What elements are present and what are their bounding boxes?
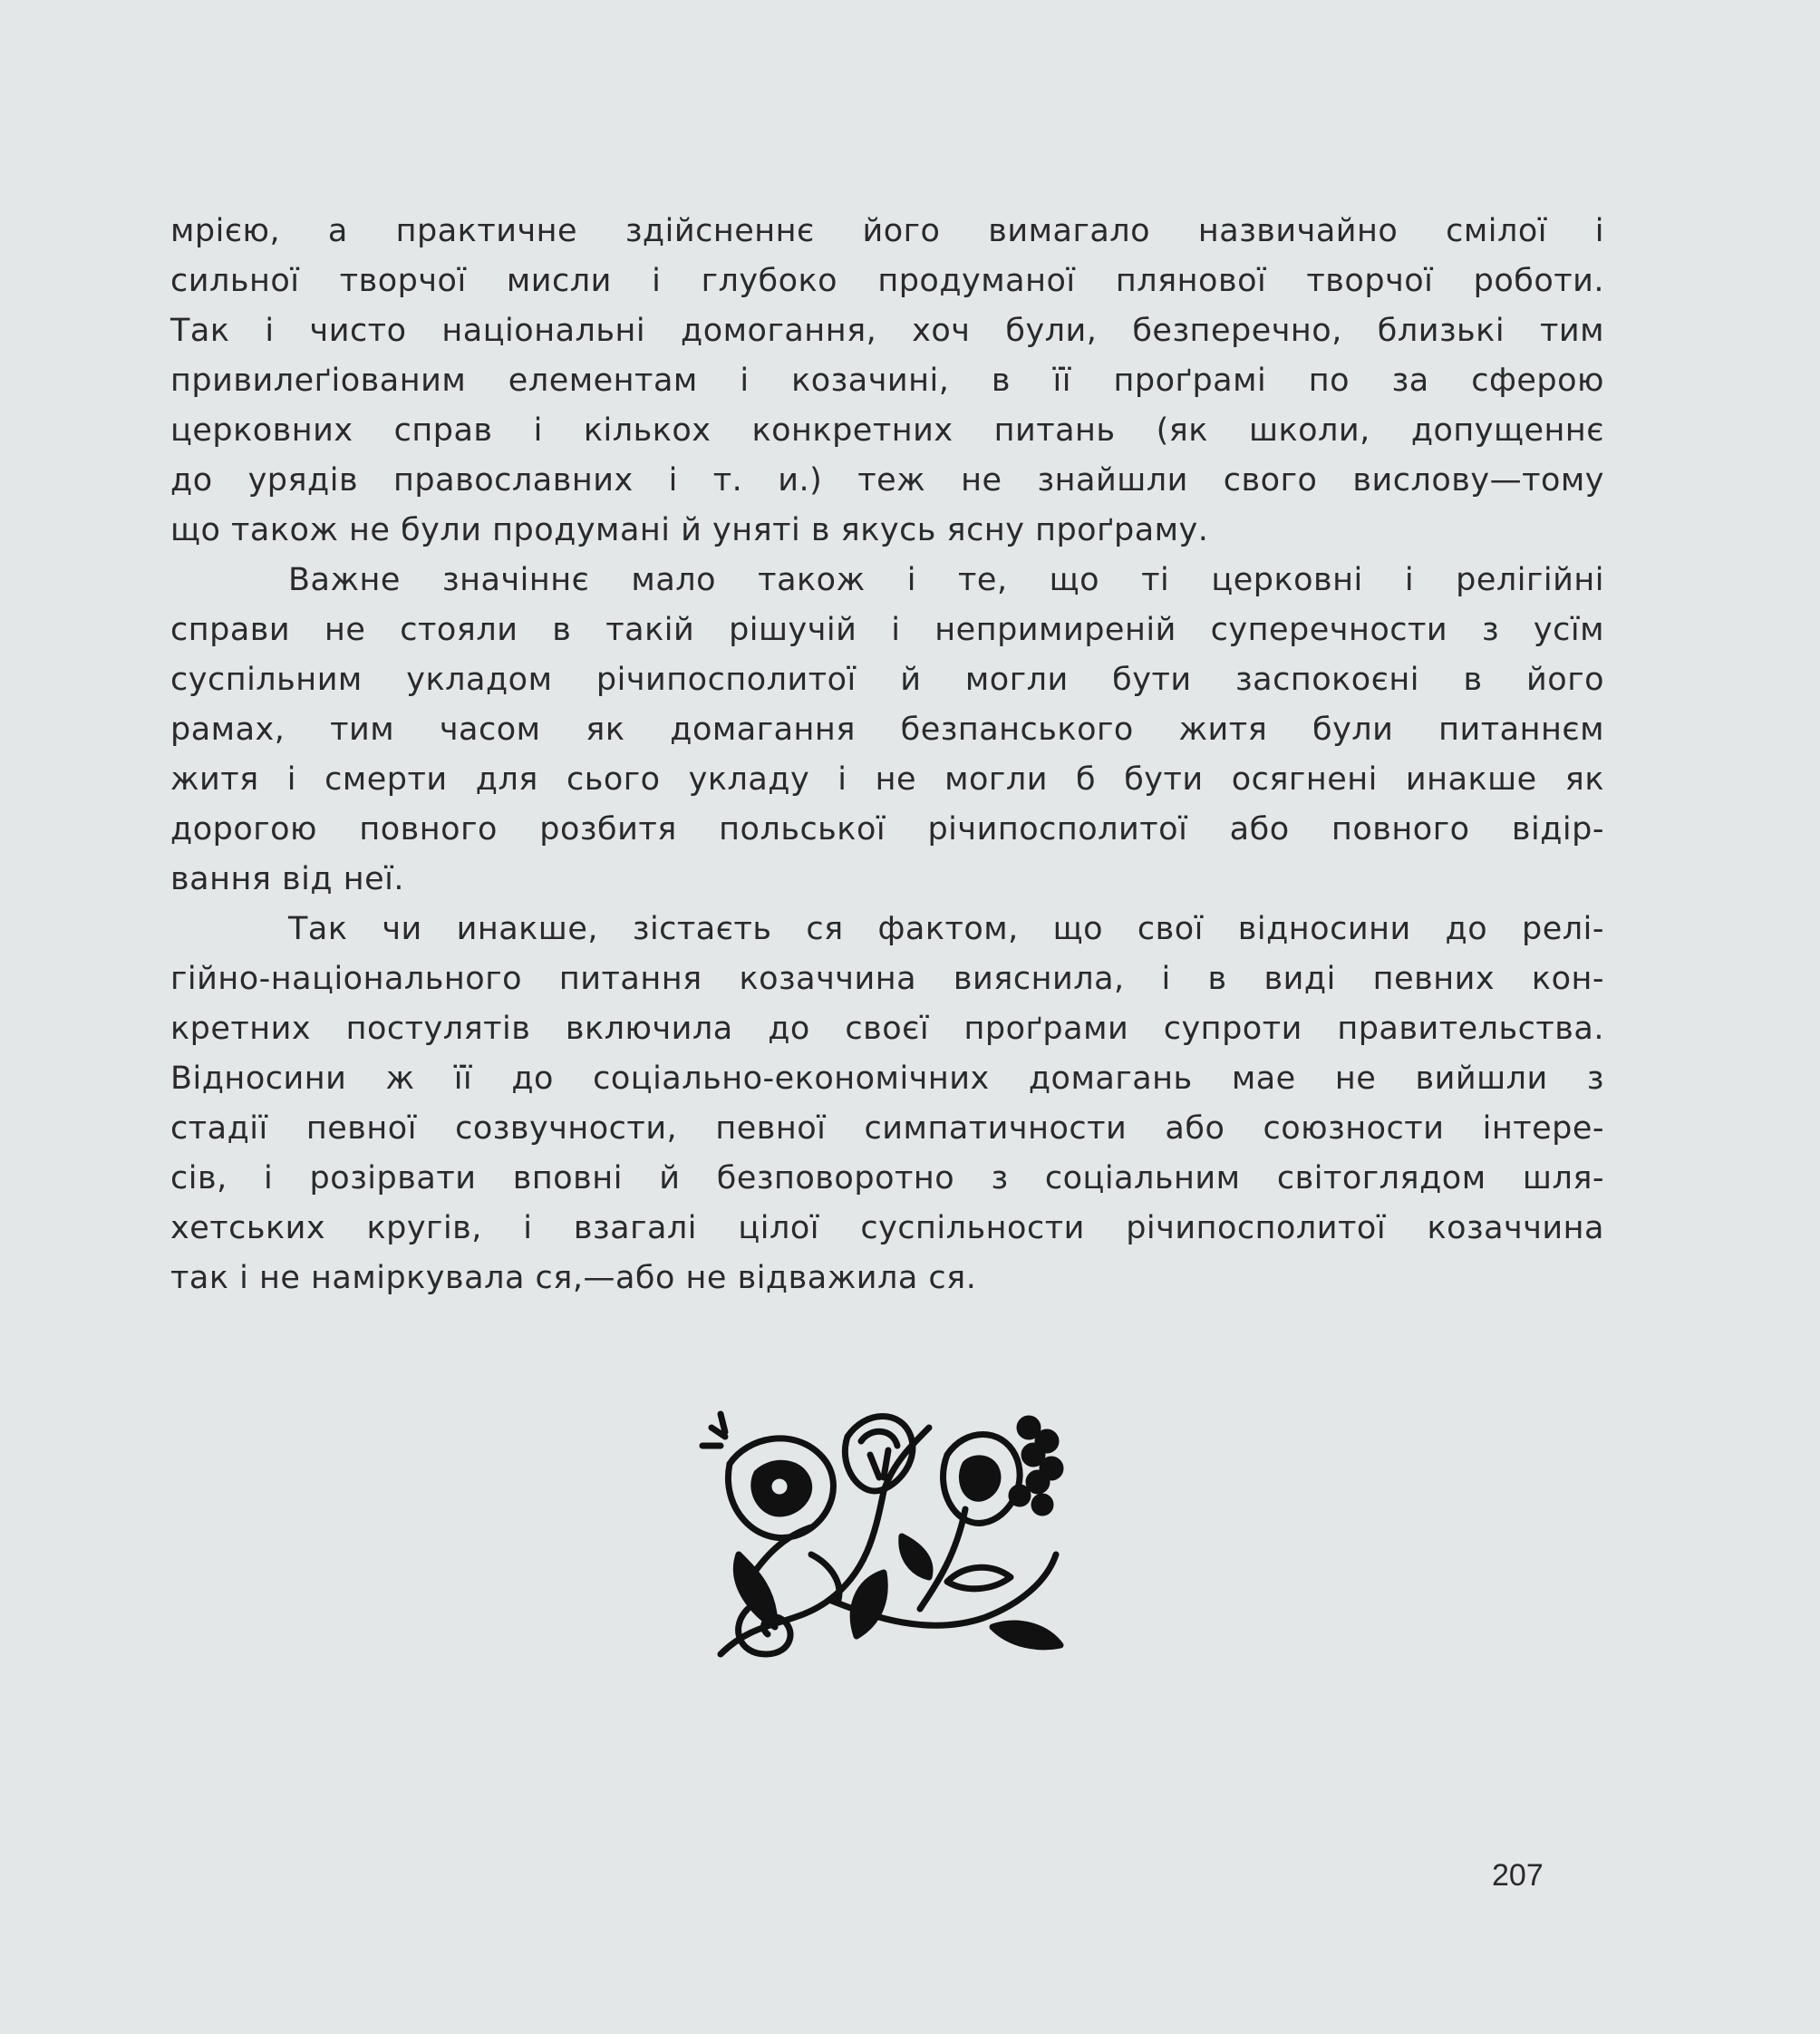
text-line: хетських кругів, і взагалі цілої суспільности річипосполитої козаччина [170,1210,1604,1246]
text-line: так і не наміркувала ся,—або не відважила ся. [170,1260,977,1296]
text-line: дорогою повного розбитя польської річипосполитої або повного відір- [170,811,1604,848]
text-line: вання від неї. [170,861,404,897]
text-line: Відносини ж її до соціально-економічних домагань мае не вийшли з [170,1061,1604,1097]
text-line: що також не були продумані й уняті в якусь ясну проґраму. [170,512,1209,548]
text-line: житя і смерти для сього укладу і не могли б бути осягнені инакше як [170,761,1604,798]
body-text [170,207,1604,1303]
text-line: Важне значіннє мало також і те, що ті церковні і релігійні [288,562,1604,598]
page-number: 207 [1492,1858,1544,1893]
floral-vignette-icon [693,1400,1074,1672]
text-line: Так чи инакше, зістаєть ся фактом, що свої відносини до релі- [288,911,1604,947]
text-line: Так і чисто національні домогання, хоч були, безперечно, близькі тим [170,313,1604,349]
text-line: церковних справ і кількох конкретних питань (як школи, допущеннє [170,412,1604,449]
text-line: суспільним укладом річипосполитої й могли бути заспокоєні в його [170,662,1604,698]
text-line: сів, і розірвати вповні й безповоротно з соціальним світоглядом шля- [170,1160,1604,1196]
text-line: сильної творчої мисли і глубоко продуманої плянової творчої роботи. [170,263,1604,299]
text-line: стадії певної созвучности, певної симпатичности або союзности інтере- [170,1110,1604,1147]
text-line: до урядів православних і т. и.) теж не знайшли свого вислову—тому [170,462,1604,499]
text-line: рамах, тим часом як домагання безпанського житя були питаннєм [170,712,1604,748]
text-line: привилеґіованим елементам і козачині, в її проґрамі по за сферою [170,363,1604,399]
text-line: гійно-національного питання козаччина вияснила, і в виді певних кон- [170,961,1604,997]
text-line: кретних постулятів включила до своєї проґрами супроти правительства. [170,1011,1604,1047]
text-line: справи не стояли в такій рішучій і непримиреній суперечности з усїм [170,612,1604,648]
text-line: мрією, а практичне здійсненнє його вимагало назвичайно смілої і [170,213,1604,249]
